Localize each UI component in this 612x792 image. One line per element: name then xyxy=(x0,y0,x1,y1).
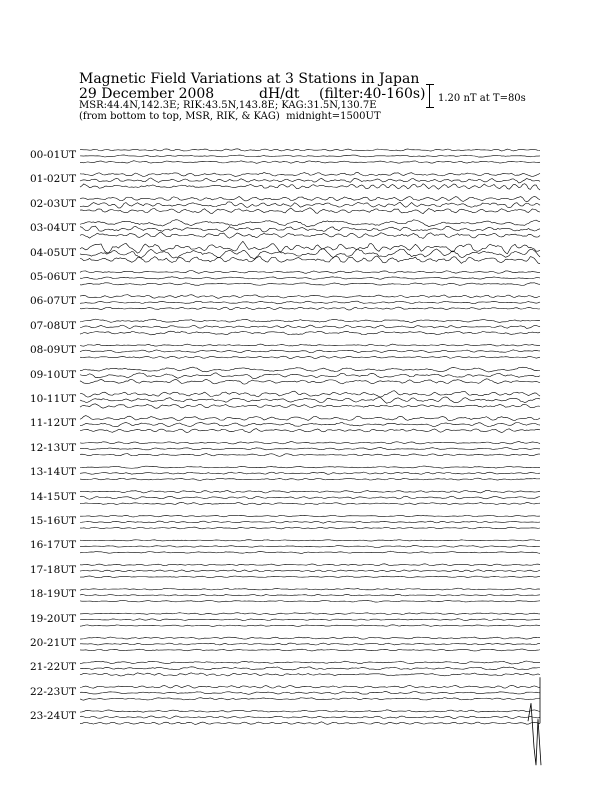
trace-msr-row-12 xyxy=(80,454,540,457)
trace-msr-row-16 xyxy=(80,551,540,553)
trace-kag-row-7 xyxy=(80,319,540,322)
hour-label: 18-19UT xyxy=(30,588,77,601)
station-coordinates: MSR:44.4N,142.3E; RIK:43.5N,143.8E; KAG:31.5N,130.7E xyxy=(79,100,377,112)
trace-rik-row-14 xyxy=(80,496,540,499)
trace-rik-row-17 xyxy=(80,570,540,572)
trace-spike xyxy=(528,677,541,765)
trace-msr-row-21 xyxy=(80,673,540,676)
trace-msr-row-6 xyxy=(80,307,540,310)
trace-kag-row-1 xyxy=(80,172,540,176)
trace-msr-row-19 xyxy=(80,625,540,627)
chart-title: Magnetic Field Variations at 3 Stations in Japan xyxy=(79,71,420,87)
trace-msr-row-23 xyxy=(80,722,540,725)
trace-rik-row-8 xyxy=(80,350,540,353)
trace-kag-row-12 xyxy=(80,441,540,443)
trace-msr-row-20 xyxy=(80,649,540,651)
hour-label: 05-06UT xyxy=(30,271,77,283)
trace-kag-row-5 xyxy=(80,270,540,273)
trace-kag-row-14 xyxy=(80,490,540,493)
hour-label: 10-11UT xyxy=(30,393,77,405)
trace-rik-row-20 xyxy=(80,643,540,645)
trace-msr-row-7 xyxy=(80,331,540,335)
trace-rik-row-1 xyxy=(80,178,540,183)
hour-label: 17-18UT xyxy=(30,563,77,576)
hour-label: 09-10UT xyxy=(30,368,77,381)
trace-kag-row-8 xyxy=(80,344,540,346)
trace-kag-row-11 xyxy=(80,416,540,421)
trace-msr-row-1 xyxy=(80,184,540,190)
trace-kag-row-22 xyxy=(80,685,540,688)
hour-label: 01-02UT xyxy=(30,173,77,186)
trace-kag-row-4 xyxy=(80,241,540,254)
trace-msr-row-9 xyxy=(80,379,540,384)
trace-kag-row-2 xyxy=(80,196,540,201)
trace-rik-row-7 xyxy=(80,325,540,328)
hour-label: 07-08UT xyxy=(30,319,77,332)
hour-label: 14-15UT xyxy=(30,490,77,503)
chart-date: 29 December 2008 xyxy=(79,85,215,102)
trace-rik-row-3 xyxy=(80,226,540,232)
hour-label: 15-16UT xyxy=(30,515,77,527)
trace-rik-row-9 xyxy=(80,373,540,379)
trace-kag-row-0 xyxy=(80,149,540,151)
hour-label: 19-20UT xyxy=(30,612,77,625)
trace-rik-row-21 xyxy=(80,667,540,670)
trace-kag-row-23 xyxy=(80,710,540,712)
hour-label: 23-24UT xyxy=(30,710,77,723)
trace-msr-row-5 xyxy=(80,283,540,286)
trace-rik-row-12 xyxy=(80,448,540,450)
filter-label: (filter:40-160s) xyxy=(319,85,426,102)
hour-label: 12-13UT xyxy=(30,441,77,454)
trace-msr-row-0 xyxy=(80,161,540,164)
station-order-note: (from bottom to top, MSR, RIK, & KAG) xyxy=(79,110,280,122)
hour-label: 02-03UT xyxy=(30,197,77,210)
trace-rik-row-23 xyxy=(80,716,540,719)
trace-rik-row-10 xyxy=(80,397,540,403)
trace-kag-row-16 xyxy=(80,540,540,541)
trace-rik-row-19 xyxy=(80,619,540,621)
trace-rik-row-0 xyxy=(80,155,540,157)
hour-label: 13-14UT xyxy=(30,466,77,479)
trace-kag-row-18 xyxy=(80,588,540,590)
trace-rik-row-2 xyxy=(80,202,540,208)
trace-kag-row-21 xyxy=(80,661,540,664)
hour-label: 11-12UT xyxy=(30,417,77,430)
trace-kag-row-20 xyxy=(80,637,540,639)
trace-kag-row-15 xyxy=(80,515,540,517)
trace-msr-row-10 xyxy=(80,404,540,408)
trace-rik-row-15 xyxy=(80,521,540,523)
trace-msr-row-22 xyxy=(80,698,540,700)
hour-label: 06-07UT xyxy=(30,295,77,308)
trace-kag-row-9 xyxy=(80,367,540,372)
trace-rik-row-13 xyxy=(80,472,540,474)
trace-rik-row-16 xyxy=(80,545,540,547)
midnight-note: midnight=1500UT xyxy=(286,110,381,122)
trace-msr-row-14 xyxy=(80,502,540,504)
hour-label: 00-01UT xyxy=(30,149,77,161)
trace-rik-row-6 xyxy=(80,301,540,304)
trace-rik-row-18 xyxy=(80,594,540,596)
trace-kag-row-10 xyxy=(80,391,540,397)
hour-label: 21-22UT xyxy=(30,661,77,674)
scale-label: 1.20 nT at T=80s xyxy=(438,93,526,104)
trace-rik-row-11 xyxy=(80,422,540,426)
hour-label: 03-04UT xyxy=(30,222,77,235)
trace-kag-row-3 xyxy=(80,220,540,227)
trace-msr-row-8 xyxy=(80,356,540,358)
trace-kag-row-17 xyxy=(80,564,540,566)
trace-kag-row-19 xyxy=(80,613,540,615)
trace-msr-row-4 xyxy=(80,256,540,264)
hour-label: 20-21UT xyxy=(30,637,77,649)
hour-label: 08-09UT xyxy=(30,344,77,357)
trace-rik-row-22 xyxy=(80,692,540,695)
trace-msr-row-13 xyxy=(80,478,540,480)
trace-msr-row-17 xyxy=(80,576,540,578)
trace-kag-row-6 xyxy=(80,295,540,299)
trace-msr-row-2 xyxy=(80,208,540,214)
trace-msr-row-3 xyxy=(80,232,540,238)
hour-label: 16-17UT xyxy=(30,539,77,552)
trace-msr-row-15 xyxy=(80,527,540,529)
trace-msr-row-11 xyxy=(80,429,540,433)
hour-label: 22-23UT xyxy=(30,685,77,698)
hour-label: 04-05UT xyxy=(30,246,77,259)
trace-rik-row-5 xyxy=(80,277,540,280)
trace-kag-row-13 xyxy=(80,466,540,468)
quantity-label: dH/dt xyxy=(259,85,300,102)
trace-msr-row-18 xyxy=(80,600,540,602)
